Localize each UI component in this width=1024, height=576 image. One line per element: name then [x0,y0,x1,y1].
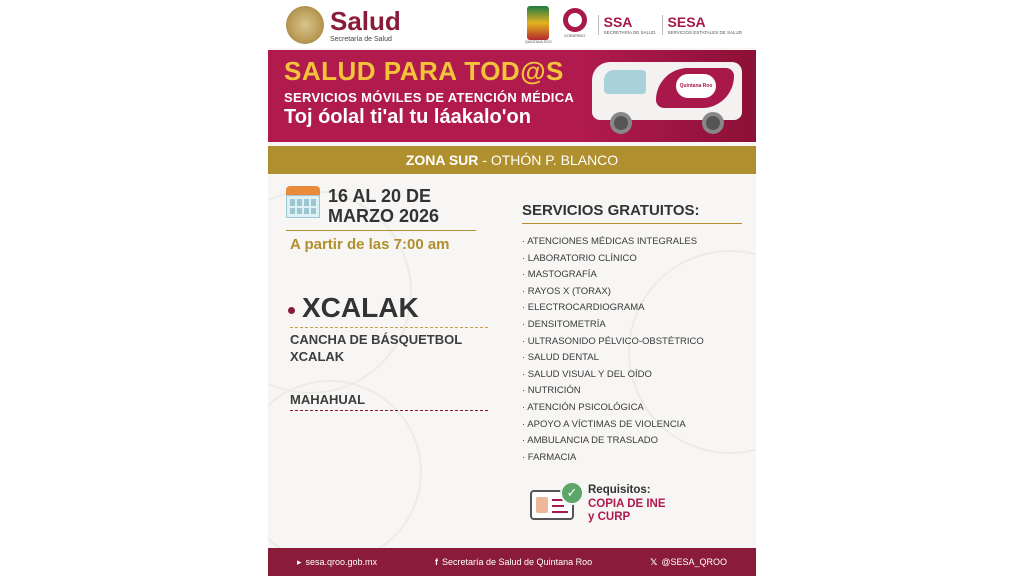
brand-name: Salud [330,5,401,36]
divider [290,327,488,328]
divider [286,230,476,231]
banner-title: SALUD PARA TOD@S [284,56,564,86]
quintana-roo-shield-icon [527,6,549,40]
service-item: · DENSITOMETRÍA [522,318,606,330]
service-item: · NUTRICIÓN [522,385,581,397]
quintana-roo-logo: QUINTANA ROO [525,6,552,44]
mobile-clinic-van-icon [590,56,744,138]
service-item: · LABORATORIO CLÍNICO [522,252,637,264]
services-title: SERVICIOS GRATUITOS: [522,202,700,219]
service-item: · SALUD DENTAL [522,352,599,364]
requirements-title: Requisitos: [588,484,651,496]
wheel-icon [610,112,632,134]
location-detail: CANCHA DE BÁSQUETBOL XCALAK [290,332,463,364]
requirements-text: COPIA DE INE y CURP [588,498,666,523]
zone-bar [268,146,756,174]
zone-label: ZONA SUR [405,152,479,168]
title-banner [268,50,756,142]
start-time: A partir de las 7:00 am [290,236,450,253]
divider [522,223,742,224]
brand-subtitle: Secretaría de Salud [330,35,392,43]
header [268,0,756,48]
zone-place: OTHÓN P. BLANCO [490,152,619,168]
partner-logos [525,6,742,44]
bullet-icon [288,307,295,314]
service-item: · ATENCIONES MÉDICAS INTEGRALES [522,236,698,247]
gobierno-q-logo: GOBIERNO [558,8,592,42]
service-item: · APOYO A VÍCTIMAS DE VIOLENCIA [522,418,686,430]
service-item: · ATENCIÓN PSICOLÓGICA [522,401,644,413]
banner-subtitle: SERVICIOS MÓVILES DE ATENCIÓN MÉDICA [284,90,575,105]
sesa-logo: SESA SERVICIOS ESTATALES DE SALUD [662,15,742,35]
service-item: · MASTOGRAFÍA [522,269,597,281]
zone-separator: - [478,152,491,168]
web-icon: ▸ [296,556,302,567]
banner-maya-text: Toj óolal ti'al tu láakalo'on [284,106,531,128]
divider [290,410,488,411]
mexico-seal-icon [286,6,324,44]
service-item: · FARMACIA [522,451,577,463]
watermark-decoration [268,380,422,564]
footer [268,548,756,576]
event-dates [328,186,439,226]
calendar-icon [286,186,320,218]
x-icon: 𝕏 [650,556,658,567]
q-icon [563,8,587,32]
date-line-2: MARZO 2026 [328,206,440,226]
footer-facebook[interactable]: f Secretaría de Salud de Quintana Roo [435,557,593,567]
date-line-1: 16 AL 20 DE [328,186,432,206]
footer-website[interactable]: ▸ sesa.qroo.gob.mx [296,556,378,567]
service-item: · SALUD VISUAL Y DEL OÍDO [522,368,652,380]
location-main: XCALAK [302,292,419,323]
ssa-logo: SSA SECRETARÍA DE SALUD [598,15,656,35]
location-second: MAHAHUAL [290,392,366,407]
poster [268,0,756,576]
service-item: · RAYOS X (TORAX) [522,285,611,297]
van-badge: Quintana Roo [676,74,716,98]
service-item: · ELECTROCARDIOGRAMA [522,302,645,314]
service-item: · ULTRASONIDO PÉLVICO-OBSTÉTRICO [522,335,704,347]
service-item: · AMBULANCIA DE TRASLADO [522,435,659,447]
facebook-icon: f [435,557,438,567]
check-icon: ✓ [560,481,584,505]
services-list [522,234,704,466]
footer-x[interactable]: 𝕏 @SESA_QROO [650,556,727,567]
salud-logo [286,6,401,44]
wheel-icon [702,112,724,134]
